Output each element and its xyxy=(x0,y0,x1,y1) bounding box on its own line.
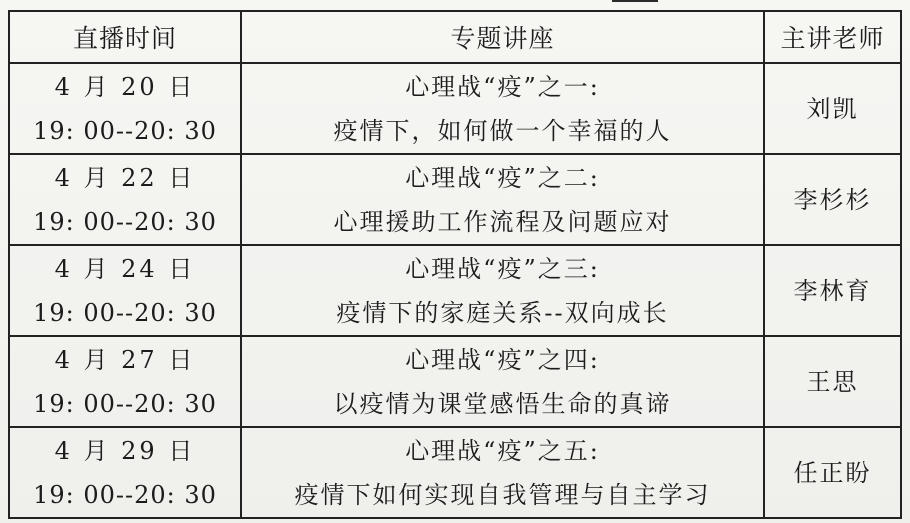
topic-cell xyxy=(241,154,764,245)
teacher-name: 王思 xyxy=(764,336,901,427)
table-row xyxy=(9,63,901,154)
teacher-name: 李林育 xyxy=(764,245,901,336)
lecture-series-label: 心理战“疫”之一: xyxy=(405,72,600,101)
time-cell xyxy=(9,427,241,518)
table-row xyxy=(9,154,901,245)
topic-cell xyxy=(241,427,764,518)
table-row xyxy=(9,245,901,336)
teacher-name: 刘凯 xyxy=(764,63,901,154)
header-broadcast-time: 直播时间 xyxy=(9,11,241,63)
cropped-top-edge xyxy=(612,0,658,10)
lecture-title: 疫情下，如何做一个幸福的人 xyxy=(333,116,672,145)
lecture-series-label: 心理战“疫”之二: xyxy=(405,163,600,192)
lecture-series-label: 心理战“疫”之四: xyxy=(405,345,600,374)
time-cell xyxy=(9,63,241,154)
lecture-series-label: 心理战“疫”之五: xyxy=(405,436,600,465)
lecture-title: 心理援助工作流程及问题应对 xyxy=(333,207,672,236)
broadcast-date: 4 月 22 日 xyxy=(54,163,196,192)
broadcast-date: 4 月 20 日 xyxy=(54,72,196,101)
lecture-schedule-table xyxy=(8,10,902,519)
time-cell xyxy=(9,154,241,245)
teacher-name: 李杉杉 xyxy=(764,154,901,245)
broadcast-date: 4 月 27 日 xyxy=(54,345,196,374)
lecture-title: 以疫情为课堂感悟生命的真谛 xyxy=(333,389,672,418)
broadcast-date: 4 月 24 日 xyxy=(54,254,196,283)
topic-cell xyxy=(241,336,764,427)
table-header-row xyxy=(9,11,901,63)
lecture-title: 疫情下的家庭关系--双向成长 xyxy=(336,298,669,327)
broadcast-date: 4 月 29 日 xyxy=(54,436,196,465)
broadcast-time-range: 19: 00--20: 30 xyxy=(33,116,217,145)
topic-cell xyxy=(241,63,764,154)
header-topic: 专题讲座 xyxy=(241,11,764,63)
broadcast-time-range: 19: 00--20: 30 xyxy=(33,389,217,418)
header-teacher: 主讲老师 xyxy=(764,11,901,63)
broadcast-time-range: 19: 00--20: 30 xyxy=(33,298,217,327)
lecture-series-label: 心理战“疫”之三: xyxy=(405,254,600,283)
broadcast-time-range: 19: 00--20: 30 xyxy=(33,207,217,236)
broadcast-time-range: 19: 00--20: 30 xyxy=(33,480,217,509)
topic-cell xyxy=(241,245,764,336)
time-cell xyxy=(9,336,241,427)
table-row xyxy=(9,336,901,427)
time-cell xyxy=(9,245,241,336)
lecture-title: 疫情下如何实现自我管理与自主学习 xyxy=(294,480,711,509)
teacher-name: 任正盼 xyxy=(764,427,901,518)
table-row xyxy=(9,427,901,518)
